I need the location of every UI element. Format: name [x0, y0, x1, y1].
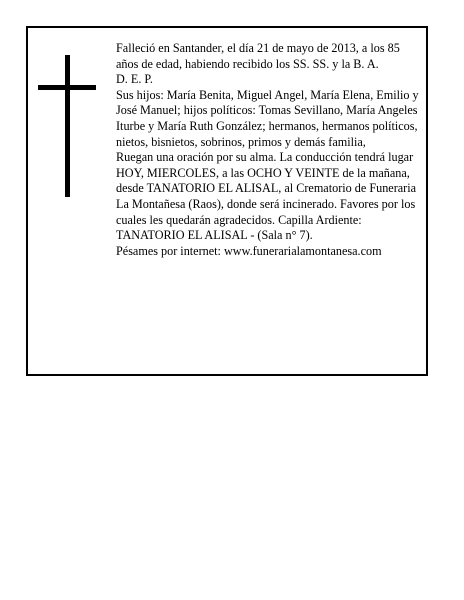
notice-text	[116, 41, 422, 259]
cross-vertical-bar	[65, 55, 70, 197]
family-members: Sus hijos: María Benita, Miguel Angel, María Elena, Emilio y José Manuel; hijos políticos: Tomas Sevillano, María Angeles Iturbe y María Ruth González; hermanos, hermanos políticos, nietos, bisnietos, sobrinos, primos y demás familia,	[116, 87, 419, 149]
obituary-notice	[26, 26, 428, 376]
death-announcement: Falleció en Santander, el día 21 de mayo de 2013, a los 85 años de edad, habiendo recibido los SS. SS. y la B. A.	[116, 41, 400, 71]
cross-horizontal-bar	[38, 85, 96, 90]
rest-in-peace: D. E. P.	[116, 72, 153, 87]
funeral-details: Ruegan una oración por su alma. La conducción tendrá lugar HOY, MIERCOLES, a las OCHO Y VEINTE de la mañana, desde TANATORIO EL ALISAL, al Crematorio de Funeraria La Montañesa (Raos), donde será incinerado. Favores por los cuales les quedarán agradecidos. Capilla Ardiente: TANATORIO EL ALISAL - (Sala n° 7).	[116, 150, 417, 243]
latin-cross-icon	[38, 55, 96, 197]
condolences-website: Pésames por internet: www.funerarialamontanesa.com	[116, 243, 382, 258]
